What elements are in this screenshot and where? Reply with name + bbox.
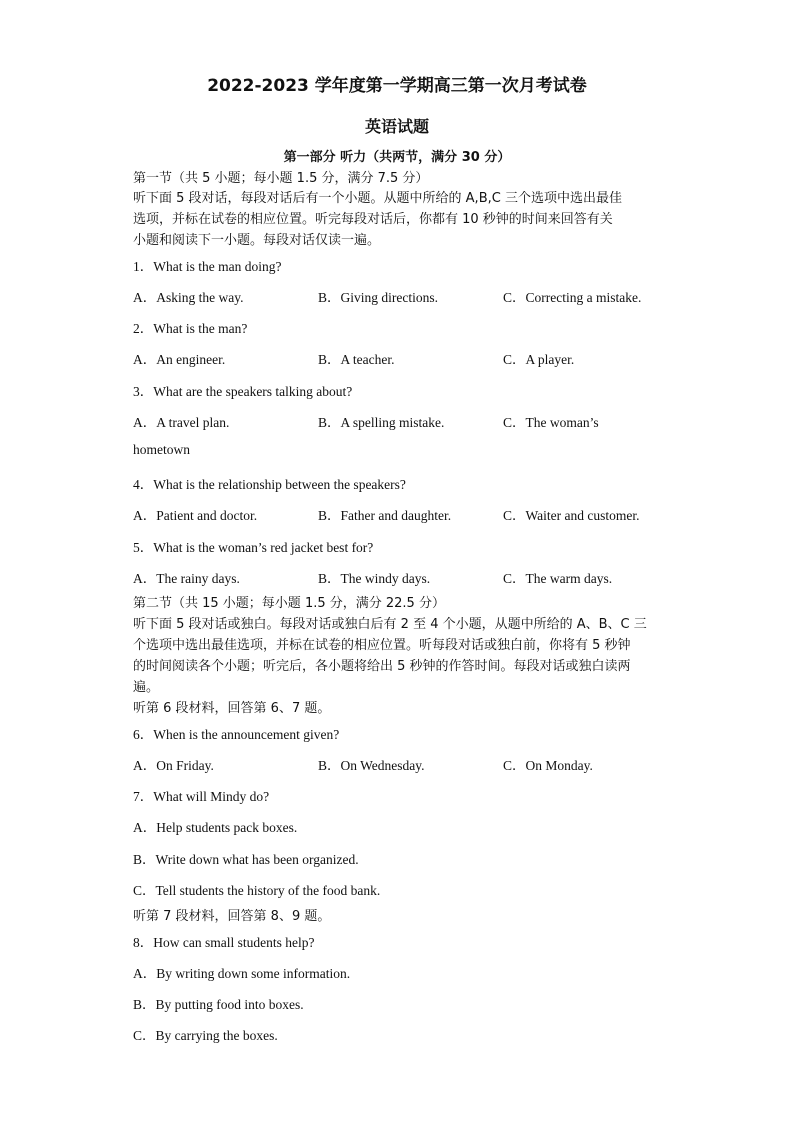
option-a: A．A travel plan. [133, 415, 230, 430]
option-c: C．A player. [503, 352, 575, 367]
option-a: A．By writing down some information. [133, 966, 351, 981]
option-c: C．Tell students the history of the food bank. [133, 883, 381, 898]
option-b: B．Write down what has been organized. [133, 852, 359, 867]
question-stem: 6．When is the announcement given? [133, 727, 340, 742]
question-stem: 5．What is the woman’s red jacket best for? [133, 540, 374, 555]
section1-instruction-line: 选项，并标在试卷的相应位置。听完每段对话后，你都有 10 秒钟的时间来回答有关 [133, 212, 613, 227]
option-b: B．On Wednesday. [318, 758, 425, 773]
part1-heading: 第一部分 听力（共两节，满分 30 分） [283, 150, 511, 165]
section1-instruction-line: 小题和阅读下一小题。每段对话仅读一遍。 [133, 233, 381, 248]
section1-heading: 第一节（共 5 小题；每小题 1.5 分，满分 7.5 分） [133, 171, 429, 186]
option-a: A．Help students pack boxes. [133, 820, 298, 835]
option-c-continuation: hometown [133, 442, 190, 457]
exam-title: 2022-2023 学年度第一学期高三第一次月考试卷 [207, 76, 587, 96]
section2-instruction-line: 听下面 5 段对话或独白。每段对话或独白后有 2 至 4 个小题，从题中所给的 A、B、C 三 [133, 617, 647, 632]
option-c: C．On Monday. [503, 758, 593, 773]
option-a: A．On Friday. [133, 758, 214, 773]
option-c: C．Waiter and customer. [503, 508, 640, 523]
section2-instruction-line: 遍。 [133, 680, 160, 695]
material-note: 听第 6 段材料，回答第 6、7 题。 [133, 701, 331, 716]
option-c: C．By carrying the boxes. [133, 1028, 278, 1043]
option-b: B．The windy days. [318, 571, 431, 586]
option-a: A．An engineer. [133, 352, 226, 367]
option-b: B．A spelling mistake. [318, 415, 445, 430]
option-a: A．Asking the way. [133, 290, 244, 305]
material-note: 听第 7 段材料，回答第 8、9 题。 [133, 909, 331, 924]
question-stem: 2．What is the man? [133, 321, 248, 336]
subject-title: 英语试题 [364, 117, 429, 136]
option-b: B．A teacher. [318, 352, 395, 367]
section2-heading: 第二节（共 15 小题；每小题 1.5 分，满分 22.5 分） [133, 596, 445, 611]
section2-instruction-line: 的时间阅读各个小题；听完后，各小题将给出 5 秒钟的作答时间。每段对话或独白读两 [133, 659, 631, 674]
question-stem: 1．What is the man doing? [133, 259, 282, 274]
option-b: B．Giving directions. [318, 290, 438, 305]
question-stem: 8．How can small students help? [133, 935, 315, 950]
question-stem: 7．What will Mindy do? [133, 789, 270, 804]
question-stem: 4．What is the relationship between the speakers? [133, 477, 406, 492]
option-a: A．The rainy days. [133, 571, 240, 586]
option-a: A．Patient and doctor. [133, 508, 258, 523]
option-c: C．Correcting a mistake. [503, 290, 642, 305]
question-stem: 3．What are the speakers talking about? [133, 384, 353, 399]
option-b: B．By putting food into boxes. [133, 997, 304, 1012]
option-b: B．Father and daughter. [318, 508, 452, 523]
option-c: C．The warm days. [503, 571, 613, 586]
section2-instruction-line: 个选项中选出最佳选项，并标在试卷的相应位置。听每段对话或独白前，你将有 5 秒钟 [133, 638, 631, 653]
section1-instruction-line: 听下面 5 段对话，每段对话后有一个小题。从题中所给的 A,B,C 三个选项中选出最佳 [133, 191, 622, 206]
option-c: C．The woman’s [503, 415, 599, 430]
